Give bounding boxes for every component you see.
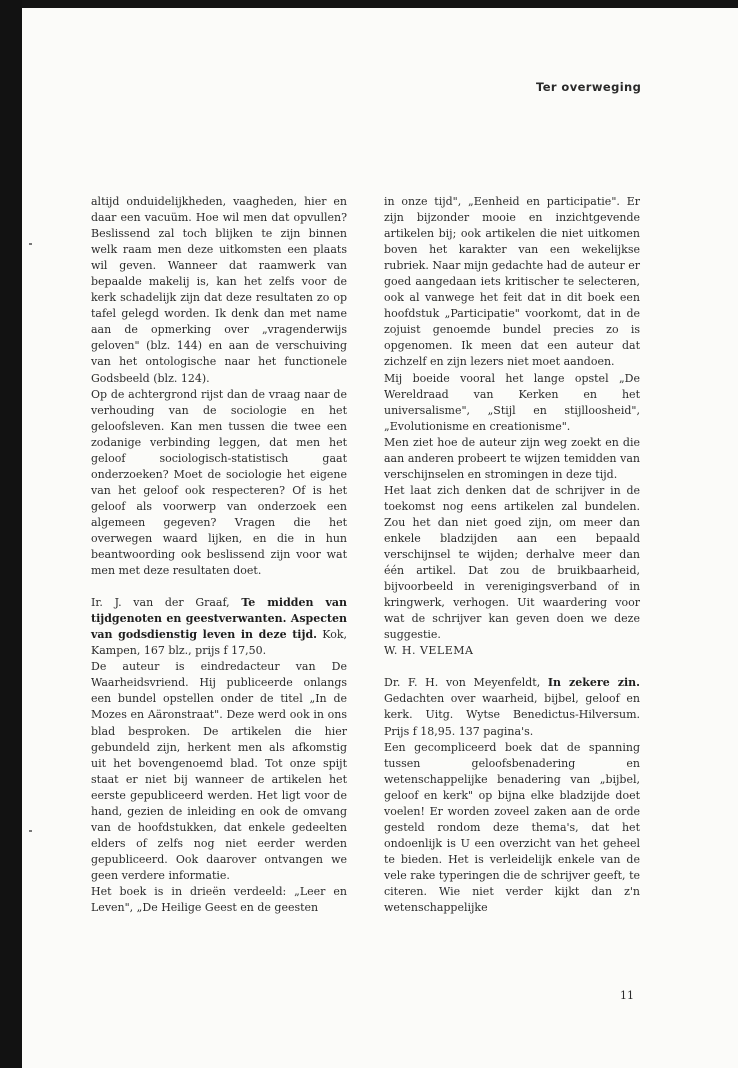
page-number: 11 (620, 989, 634, 1002)
paragraph: Het boek is in drieën verdeeld: „Leer en Leven", „De Heilige Geest en de geesten (91, 884, 347, 915)
review-author: Ir. J. van der Graaf, (91, 596, 242, 610)
paragraph: Mij boeide vooral het lange opstel „De Wereldraad van Kerken en het universalisme", „Stijl en stijlloosheid", „Evolutionisme en creationisme". (384, 371, 640, 433)
paragraph: De auteur is eindredacteur van De Waarheidsvriend. Hij publiceerde onlangs een bundel opstellen onder de titel „In de Mozes en Aäronstraat". Deze werd ook in ons blad besproken. De artikelen die hier gebundeld zijn, herkent men als afkomstig uit het bovengenoemd blad. Tot onze spijt staat er niet bij wanneer de artikelen het eerste gepubliceerd werden. Het ligt voor de hand, gezien de inleiding en ook de omvang van de hoofdstukken, dat enkele gedeelten elders of zelfs nog niet eerder werden gepubliceerd. Ook daarover ontvangen we geen verdere informatie. (91, 660, 347, 882)
review-book-title: In zekere zin. (547, 676, 640, 690)
margin-mark (29, 243, 32, 245)
review-book-details: Gedachten over waarheid, bijbel, geloof en kerk. Uitg. Wytse Benedictus-Hilversum. Prijs f 18,95. 137 pagina's. (384, 692, 640, 738)
running-header: Ter overweging (536, 80, 642, 94)
paragraph: Een gecompliceerd boek dat de spanning tussen geloofsbenadering en wetenschappelijke benadering van „bijbel, geloof en kerk" op bijna elke bladzijde doet voelen! Er worden zoveel zaken aan de orde gesteld rondom deze thema's, dat het ondoenlijk is U een overzicht van het geheel te bieden. Het is verleidelijk enkele van de vele rake typeringen die de schrijver geeft, te citeren. Wie niet verder kijkt dan z'n wetenschappelijke (384, 740, 640, 915)
book-review-heading (91, 595, 347, 659)
paragraph: altijd onduidelijkheden, vaagheden, hier en daar een vacuüm. Hoe wil men dat opvullen? Beslissend zal toch blijken te zijn binnen welk raam men deze uitkomsten een plaats wil geven. Wanneer dat raamwerk van bepaalde makelij is, kan het zelfs voor de kerk schadelijk zijn dat deze resultaten zo op tafel gelegd worden. Ik denk dan met name aan de opmerking over „vragenderwijs geloven" (blz. 144) en aan de verschuiving van het ontologische naar het functionele Godsbeeld (blz. 124). (91, 195, 347, 385)
left-column (91, 194, 347, 916)
right-column (384, 194, 640, 916)
paragraph: Men ziet hoe de auteur zijn weg zoekt en die aan anderen probeert te wijzen temidden van verschijnselen en stromingen in deze tijd. (384, 435, 640, 481)
book-review-heading (384, 675, 640, 739)
review-book-details: Kok, Kampen, 167 blz., prijs f 17,50. (91, 628, 347, 658)
scan-top-border (0, 0, 738, 8)
paragraph: in onze tijd", „Eenheid en participatie". Er zijn bijzonder mooie en inzichtgevende artikelen bij; ook artikelen die niet uitkomen boven het karakter van een wekelijkse rubriek. Naar mijn gedachte had de auteur er goed aangedaan iets kritischer te selecteren, ook al vanwege het feit dat in dit boek een hoofdstuk „Participatie" voorkomt, dat in de zojuist genoemde bundel precies zo is opgenomen. Ik meen dat een auteur dat zichzelf en zijn lezers niet moet aandoen. (384, 195, 640, 369)
scan-left-border (0, 0, 22, 1068)
paragraph: Het laat zich denken dat de schrijver in de toekomst nog eens artikelen zal bundelen. Zou het dan niet goed zijn, om meer dan enkele bladzijden aan een bepaald verschijnsel te wijden; derhalve meer dan één artikel. Dat zou de bruikbaarheid, bijvoorbeeld in verenigingsverband of in kringwerk, verhogen. Uit waardering voor wat de schrijver kan geven doen we deze suggestie. (384, 483, 640, 642)
paragraph: Op de achtergrond rijst dan de vraag naar de verhouding van de sociologie en het geloofsleven. Kan men tussen die twee een zodanige verbinding leggen, dat men het geloof sociologisch-statistisch gaat onderzoeken? Moet de sociologie het eigene van het geloof ook respecteren? Of is het geloof als voorwerp van onderzoek een algemeen gegeven? Vragen die het overwegen waard lijken, en die in hun beantwoording ook beslissend zijn voor wat men met deze resultaten doet. (91, 387, 347, 578)
review-signature: W. H. VELEMA (384, 644, 474, 658)
margin-mark (29, 830, 32, 832)
review-book-title: Te midden van tijdgenoten en geestverwanten. Aspecten van godsdienstig leven in deze tijd. (91, 596, 347, 642)
review-author: Dr. F. H. von Meyenfeldt, (384, 676, 548, 690)
